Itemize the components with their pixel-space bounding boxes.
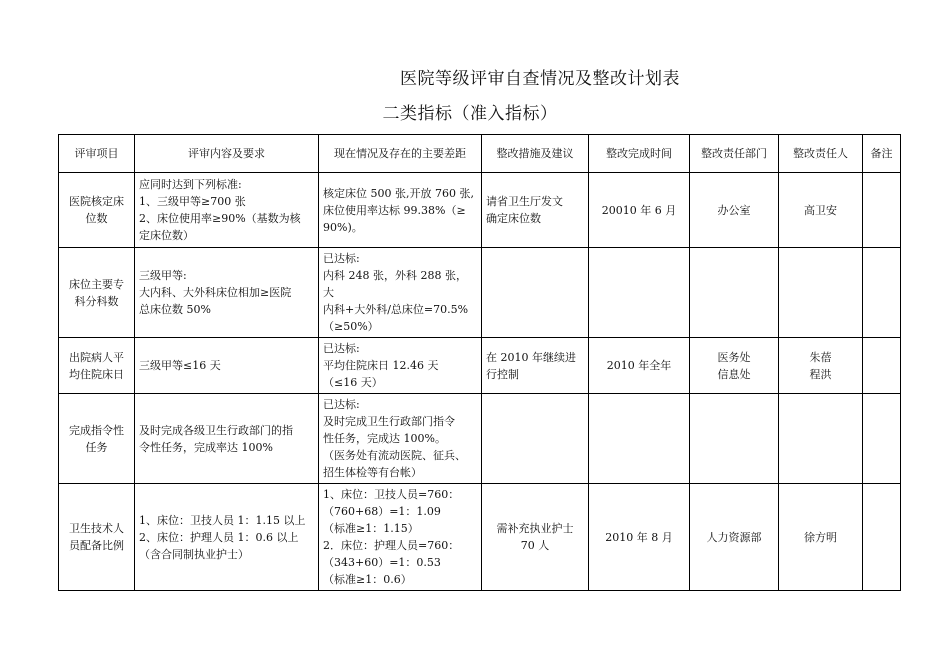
header-cell: 整改完成时间 — [589, 135, 690, 173]
document-subtitle: 二类指标（准入指标） — [382, 104, 558, 124]
measures-cell — [482, 248, 589, 338]
measures-cell — [482, 394, 589, 484]
note-cell — [863, 248, 901, 338]
person-cell: 高卫安 — [779, 173, 863, 248]
item-cell: 床位主要专 科分科数 — [59, 248, 135, 338]
header-cell: 备注 — [863, 135, 901, 173]
item-cell: 医院核定床 位数 — [59, 173, 135, 248]
header-cell: 评审内容及要求 — [135, 135, 319, 173]
dept-cell: 办公室 — [690, 173, 779, 248]
status-cell: 1、床位：卫技人员=760： （760+68）=1：1.09 （标准≥1：1.15） 2．床位：护理人员=760： （343+60）=1：0.53 （标准≥1：0.6） — [319, 484, 482, 591]
dept-cell: 人力资源部 — [690, 484, 779, 591]
requirement-cell: 三级甲等≤16 天 — [135, 338, 319, 394]
item-cell: 完成指令性 任务 — [59, 394, 135, 484]
header-cell: 现在情况及存在的主要差距 — [319, 135, 482, 173]
table-row — [59, 338, 901, 394]
table-row — [59, 484, 901, 591]
requirement-cell: 及时完成各级卫生行政部门的指 令性任务，完成率达 100% — [135, 394, 319, 484]
status-cell: 已达标: 及时完成卫生行政部门指令 性任务，完成达 100%。 （医务处有流动医院、征兵、 招生体检等有台帐） — [319, 394, 482, 484]
self-inspection-table — [58, 134, 901, 591]
header-cell: 整改责任部门 — [690, 135, 779, 173]
person-cell — [779, 394, 863, 484]
item-cell: 卫生技术人 员配备比例 — [59, 484, 135, 591]
measures-cell: 在 2010 年继续进 行控制 — [482, 338, 589, 394]
status-cell: 已达标: 内科 248 张，外科 288 张，大 内科+大外科/总床位=70.5% （≥50%） — [319, 248, 482, 338]
dept-cell — [690, 394, 779, 484]
header-cell: 整改责任人 — [779, 135, 863, 173]
document-title: 医院等级评审自查情况及整改计划表 — [400, 69, 680, 89]
requirement-cell: 1、床位：卫技人员 1：1.15 以上 2、床位：护理人员 1：0.6 以上 （含合同制执业护士） — [135, 484, 319, 591]
table-header-row — [59, 135, 901, 173]
table-row — [59, 248, 901, 338]
header-cell: 评审项目 — [59, 135, 135, 173]
time-cell — [589, 394, 690, 484]
table-row — [59, 394, 901, 484]
person-cell — [779, 248, 863, 338]
note-cell — [863, 173, 901, 248]
requirement-cell: 三级甲等: 大内科、大外科床位相加≥医院 总床位数 50% — [135, 248, 319, 338]
note-cell — [863, 484, 901, 591]
dept-cell: 医务处 信息处 — [690, 338, 779, 394]
table-row — [59, 173, 901, 248]
header-cell: 整改措施及建议 — [482, 135, 589, 173]
requirement-cell: 应同时达到下列标准: 1、三级甲等≥700 张 2、床位使用率≥90%（基数为核 定床位数） — [135, 173, 319, 248]
time-cell: 20010 年 6 月 — [589, 173, 690, 248]
person-cell: 徐方明 — [779, 484, 863, 591]
note-cell — [863, 394, 901, 484]
measures-cell: 请省卫生厅发文 确定床位数 — [482, 173, 589, 248]
status-cell: 已达标: 平均住院床日 12.46 天 （≤16 天） — [319, 338, 482, 394]
time-cell: 2010 年全年 — [589, 338, 690, 394]
note-cell — [863, 338, 901, 394]
person-cell: 朱蓓 程洪 — [779, 338, 863, 394]
item-cell: 出院病人平 均住院床日 — [59, 338, 135, 394]
dept-cell — [690, 248, 779, 338]
status-cell: 核定床位 500 张,开放 760 张, 床位使用率达标 99.38%（≥ 90%)。 — [319, 173, 482, 248]
time-cell: 2010 年 8 月 — [589, 484, 690, 591]
measures-cell: 需补充执业护士 70 人 — [482, 484, 589, 591]
time-cell — [589, 248, 690, 338]
